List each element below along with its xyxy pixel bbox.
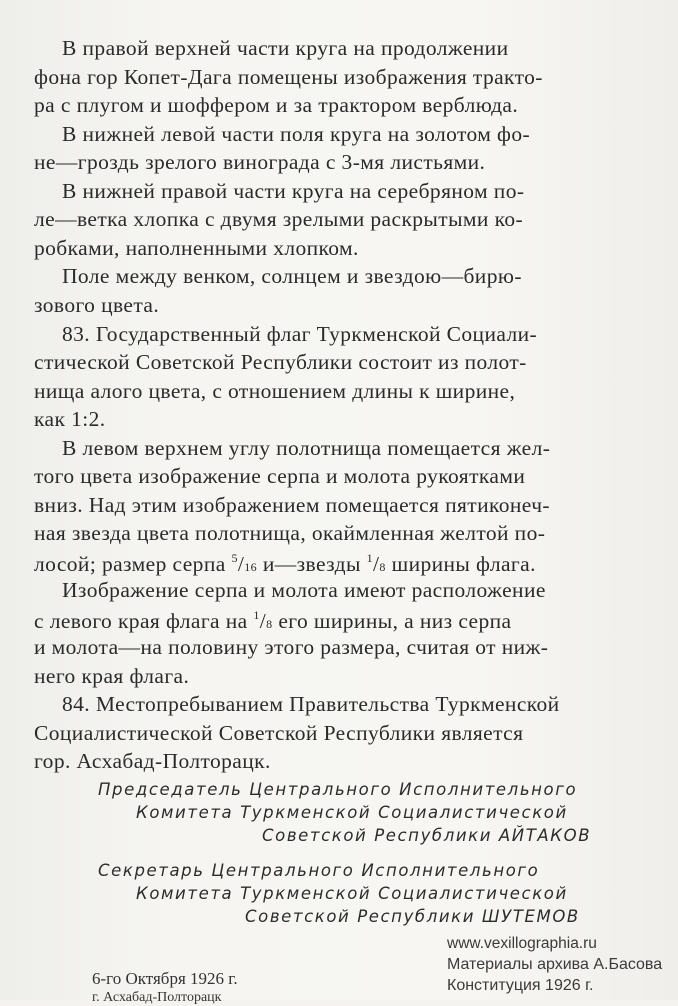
text-line: В нижней правой части круга на серебряном по- <box>62 179 525 203</box>
text-line: того цвета изображение серпа и молота рукоятками <box>34 464 526 488</box>
document-place: г. Асхабад-Полторацк <box>92 990 222 1005</box>
text-line: ная звезда цвета полотнища, окаймленная желтой по- <box>34 521 546 545</box>
fraction-denominator: 8 <box>266 617 273 631</box>
fraction-numerator: 1 <box>366 551 374 565</box>
text-fragment: с левого края флага на <box>34 609 248 633</box>
text-fragment: лосой; размер серпа <box>34 552 226 576</box>
text-line: робками, наполненными хлопком. <box>34 236 359 260</box>
text-fragment: и—звезды <box>262 552 361 576</box>
text-fragment: его ширины, а низ серпа <box>278 609 512 633</box>
fraction-denominator: 16 <box>244 560 258 574</box>
text-line: зового цвета. <box>34 293 160 317</box>
text-line: 83. Государственный флаг Туркменской Социали- <box>62 322 538 346</box>
text-line: ле—ветка хлопка с двумя зрелыми раскрытыми ко- <box>34 207 524 231</box>
text-line: фона гор Копет-Дага помещены изображения тракто- <box>34 65 543 89</box>
document-date: 6-го Октября 1926 г. <box>92 969 238 988</box>
watermark-site: www.vexillographia.ru <box>447 935 597 952</box>
fraction-denominator: 8 <box>379 560 386 574</box>
fraction-slash: / <box>373 552 380 576</box>
text-line: вниз. Над этим изображением помещается пятиконеч- <box>34 493 550 517</box>
chairman-signature-line: Председатель Центрального Исполнительного <box>98 780 578 799</box>
text-line: В левом верхнем углу полотнища помещается жел- <box>62 436 551 460</box>
text-line: гор. Асхабад-Полторацк. <box>34 749 271 773</box>
fraction-slash: / <box>237 552 245 576</box>
secretary-signature-line: Советской Республики ШУТЕМОВ <box>245 907 580 926</box>
text-line: В нижней левой части поля круга на золотом фо- <box>62 122 531 146</box>
chairman-signature-line: Советской Республики АЙТАКОВ <box>262 826 592 845</box>
chairman-signature-line: Комитета Туркменской Социалистической <box>136 803 568 822</box>
fraction-slash: / <box>259 609 267 633</box>
text-line: нища алого цвета, с отношением длины к ширине, <box>34 379 516 403</box>
fraction-numerator: 5 <box>231 551 238 565</box>
text-line-fraction <box>34 609 511 633</box>
fraction-numerator: 1 <box>253 608 260 622</box>
text-line-content: В правой верхней части круга на продолжении <box>62 36 509 60</box>
text-line: него края флага. <box>34 664 190 688</box>
text-line: не—гроздь зрелого винограда с 3-мя листьями. <box>34 150 486 174</box>
text-fragment: ширины флага. <box>391 552 536 576</box>
text-line: Поле между венком, солнцем и звездою—бирю- <box>62 264 522 288</box>
secretary-signature-line: Комитета Туркменской Социалистической <box>136 884 568 903</box>
text-line-fraction <box>34 552 536 576</box>
text-line: ра с плугом и шоффером и за трактором верблюда. <box>34 93 519 117</box>
text-line: 84. Местопребыванием Правительства Туркменской <box>62 692 560 716</box>
text-line: Социалистической Советской Республики является <box>34 721 524 745</box>
secretary-signature-line: Секретарь Центрального Исполнительного <box>98 861 540 880</box>
text-line: как 1:2. <box>34 407 106 431</box>
text-line: Изображение серпа и молота имеют расположение <box>62 578 546 602</box>
text-line: и молота—на половину этого размера, считая от ниж- <box>34 635 549 659</box>
text-line: стической Советской Республики состоит из полот- <box>34 350 527 374</box>
watermark-archive: Материалы архива А.Басова <box>447 956 663 973</box>
text-line <box>62 38 612 60</box>
watermark-title: Конституция 1926 г. <box>447 977 594 994</box>
